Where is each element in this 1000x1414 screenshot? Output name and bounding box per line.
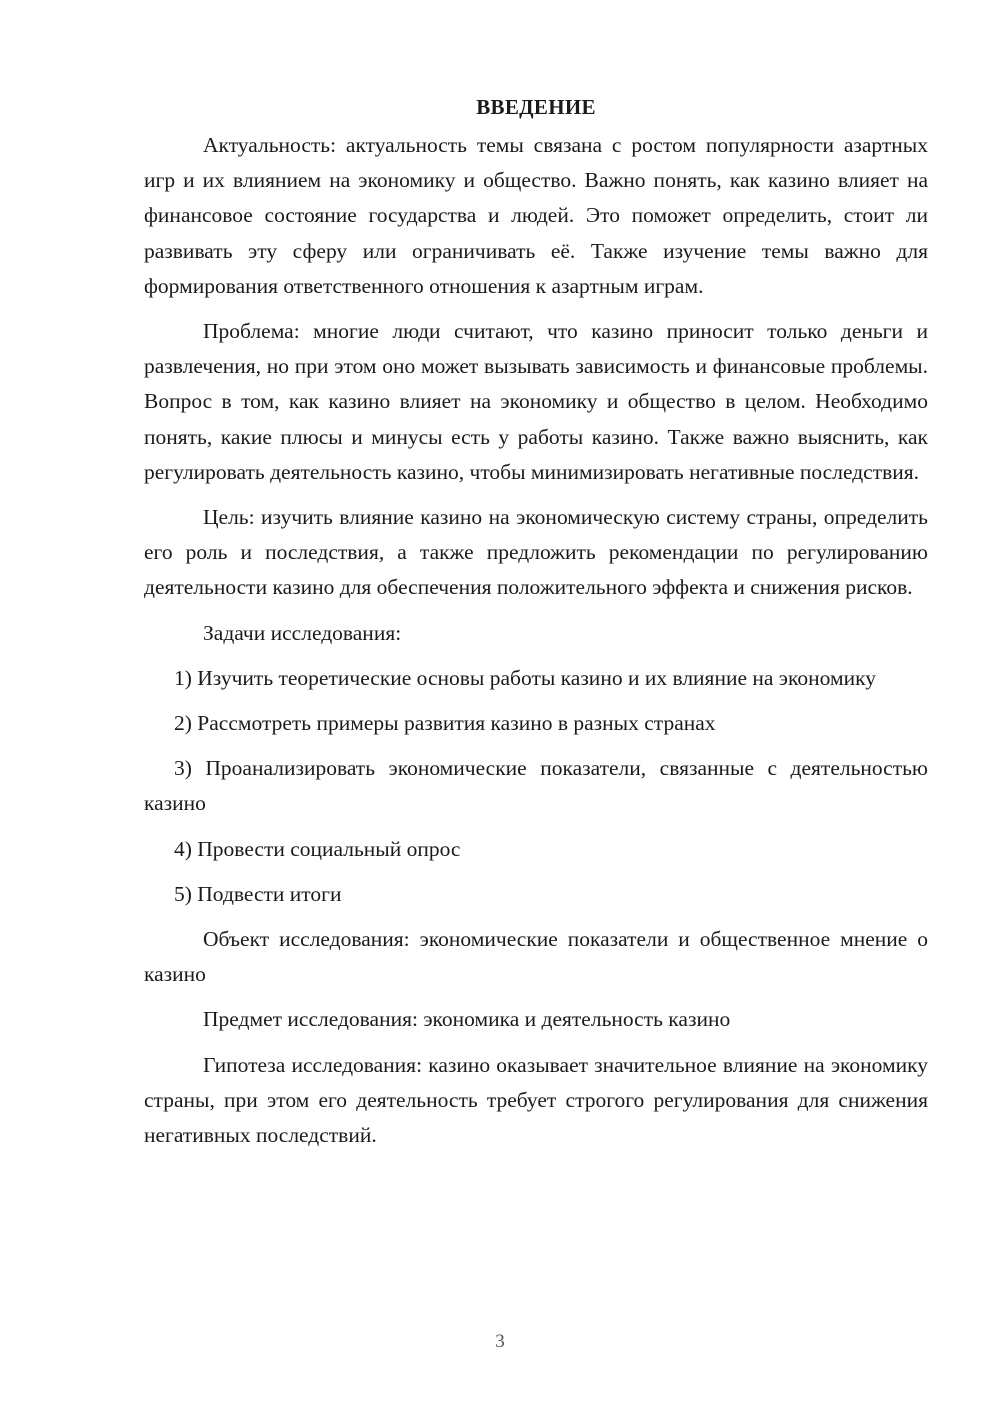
tasks-heading: Задачи исследования: (203, 620, 402, 645)
task-item-5: 5) Подвести итоги (174, 881, 342, 906)
paragraph-relevance: Актуальность: актуальность темы связана с ростом популярности азартных игр и их влиянием на экономику и общество. Важно понять, как казино влияет на финансовое состояние государства и людей. Это поможет определить, стоит ли развивать эту сферу или ограничивать её. Также изучение темы важно для формирования ответственного отношения к азартным играм. (144, 133, 928, 298)
task-item-1: 1) Изучить теоретические основы работы казино и их влияние на экономику (174, 665, 876, 690)
paragraph-goal: Цель: изучить влияние казино на экономическую систему страны, определить его роль и последствия, а также предложить рекомендации по регулированию деятельности казино для обеспечения положительного эффекта и снижения рисков. (144, 505, 928, 600)
page-title: ВВЕДЕНИЕ (476, 95, 596, 119)
paragraph-hypothesis: Гипотеза исследования: казино оказывает значительное влияние на экономику страны, при этом его деятельность требует строгого регулирования для снижения негативных последствий. (144, 1052, 928, 1148)
document-page (144, 90, 928, 1163)
task-item-2: 2) Рассмотреть примеры развития казино в разных странах (174, 711, 716, 736)
task-item-3: 3) Проанализировать экономические показатели, связанные с деятельностью казино (144, 756, 928, 816)
paragraph-problem: Проблема: многие люди считают, что казино приносит только деньги и развлечения, но при этом оно может вызывать зависимость и финансовые проблемы. Вопрос в том, как казино влияет на экономику и общество в целом. Необходимо понять, какие плюсы и минусы есть у работы казино. Также важно выяснить, как регулировать деятельность казино, чтобы минимизировать негативные последствия. (144, 319, 928, 484)
page-number: 3 (495, 1331, 505, 1352)
paragraph-subject: Предмет исследования: экономика и деятельность казино (203, 1007, 731, 1032)
paragraph-object: Объект исследования: экономические показатели и общественное мнение о казино (144, 927, 928, 987)
task-item-4: 4) Провести социальный опрос (174, 836, 461, 861)
